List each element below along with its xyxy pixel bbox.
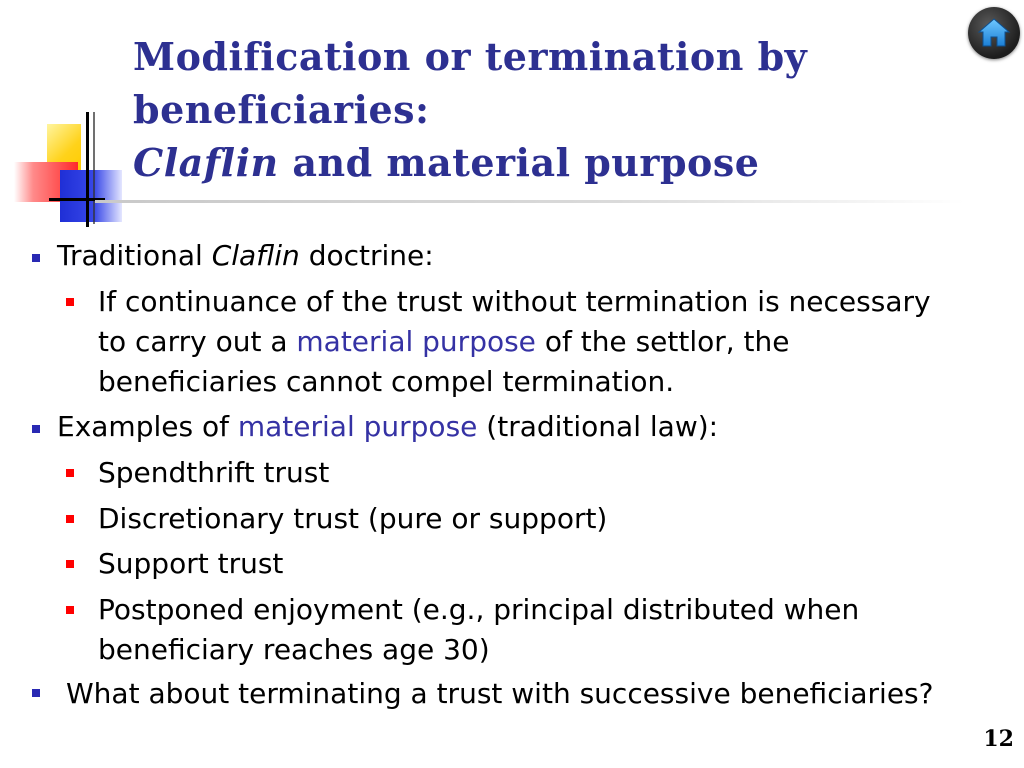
bullet-text: of the settlor, the	[535, 325, 790, 358]
bullet-marker	[32, 689, 40, 697]
sub-bullet-support: Support trust	[98, 547, 284, 580]
title-case-name: Claflin	[133, 140, 279, 185]
bullet-text: Traditional	[57, 239, 212, 272]
bullet-traditional-doctrine	[57, 236, 434, 276]
sub-bullet-marker	[66, 560, 74, 568]
bullet-line: If continuance of the trust without termination is necessary	[98, 285, 931, 318]
bullet-successive-beneficiaries: What about terminating a trust with successive beneficiaries?	[66, 677, 934, 710]
sub-bullet-discretionary: Discretionary trust (pure or support)	[98, 502, 608, 535]
sub-bullet-spendthrift: Spendthrift trust	[98, 456, 330, 489]
sub-bullet-marker	[66, 606, 74, 614]
page-number: 12	[983, 726, 1014, 752]
title-line-2: beneficiaries:	[133, 87, 430, 132]
bullet-line: beneficiary reaches age 30)	[98, 633, 490, 666]
bullet-text: doctrine:	[299, 239, 434, 272]
highlighted-term: material purpose	[296, 325, 536, 358]
case-name: Claflin	[211, 239, 300, 272]
sub-bullet-marker	[66, 298, 74, 306]
bullet-line: beneficiaries cannot compel termination.	[98, 365, 675, 398]
sub-bullet-postponed	[98, 590, 859, 670]
bullet-text: to carry out a	[98, 325, 297, 358]
bullet-marker	[32, 254, 40, 262]
bullet-text: Examples of	[57, 410, 238, 443]
title-line-1: Modification or termination by	[133, 34, 808, 79]
bullet-line	[98, 322, 931, 362]
sub-bullet-continuance	[98, 282, 931, 402]
highlighted-term: material purpose	[237, 410, 478, 443]
sub-bullet-marker	[66, 515, 74, 523]
bullet-text: (traditional law):	[477, 410, 719, 443]
title-line-3-rest: and material purpose	[278, 140, 760, 185]
bullet-marker	[32, 425, 40, 433]
bullet-line: Postponed enjoyment (e.g., principal distributed when	[98, 593, 860, 626]
sub-bullet-marker	[66, 469, 74, 477]
bullet-examples	[57, 407, 718, 447]
